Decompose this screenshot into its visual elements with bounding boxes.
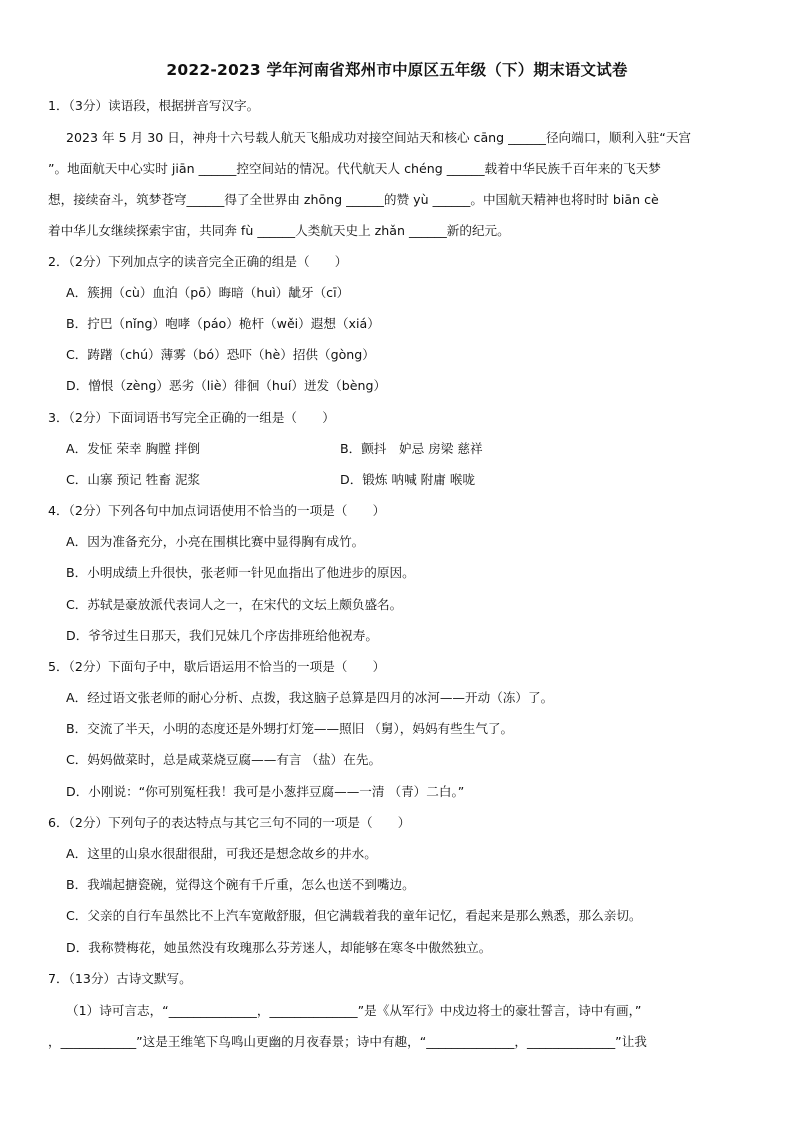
question-6-stem: 6．（2分）下列句子的表达特点与其它三句不同的一项是（ ） <box>48 815 411 830</box>
question-1-passage-line: 2023 年 5 月 30 日，神舟十六号载人航天飞船成功对接空间站天和核心 cāng ______径向端口，顺利入驻“天宫 <box>66 130 692 145</box>
question-3-option-c: C．山寨 预记 牲畜 泥浆 <box>66 472 201 487</box>
question-2-option-a: A．簇拥（cù）血泊（pō）晦暗（huì）龇牙（cī） <box>66 285 350 300</box>
question-6-option-a: A．这里的山泉水很甜很甜，可我还是想念故乡的井水。 <box>66 846 377 861</box>
question-1-passage-line: ”。地面航天中心实时 jiān ______控空间站的情况。代代航天人 chéng ______载着中华民族千百年来的飞天梦 <box>48 161 661 176</box>
question-1-stem: 1．（3分）读语段，根据拼音写汉字。 <box>48 98 260 113</box>
question-4-option-c: C．苏轼是豪放派代表词人之一，在宋代的文坛上颇负盛名。 <box>66 597 403 612</box>
question-5-option-d: D．小刚说：“你可别冤枉我！我可是小葱拌豆腐——一清 （青）二白。” <box>66 784 465 799</box>
question-5-option-a: A．经过语文张老师的耐心分析、点拨，我这脑子总算是四月的冰河——开动（冻）了。 <box>66 690 554 705</box>
question-2-option-b: B．拧巴（nǐng）咆哮（páo）桅杆（wěi）遐想（xiá） <box>66 316 380 331</box>
question-7-line: ，____________”这是王维笔下鸟鸣山更幽的月夜春景；诗中有趣，“______________，______________”让我 <box>48 1034 647 1049</box>
question-4-stem: 4．（2分）下列各句中加点词语使用不恰当的一项是（ ） <box>48 503 386 518</box>
question-6-option-b: B．我端起搪瓷碗，觉得这个碗有千斤重，怎么也送不到嘴边。 <box>66 877 415 892</box>
question-3-option-d: D．锻炼 呐喊 附庸 喉咙 <box>340 472 476 487</box>
question-1-passage-line: 想，接续奋斗，筑梦苍穹______得了全世界由 zhōng ______的赞 yù ______。中国航天精神也将时时 biān cè <box>48 192 659 207</box>
question-5-option-b: B．交流了半天，小明的态度还是外甥打灯笼——照旧 （舅），妈妈有些生气了。 <box>66 721 514 736</box>
question-2-option-c: C．踌躇（chú）薄雾（bó）恐吓（hè）招供（gòng） <box>66 347 375 362</box>
question-4-option-d: D．爷爷过生日那天，我们兄妹几个序齿排班给他祝寿。 <box>66 628 378 643</box>
question-2-option-d: D．憎恨（zèng）恶劣（liè）徘徊（huí）迸发（bèng） <box>66 378 387 393</box>
question-4-option-a: A．因为准备充分，小亮在围棋比赛中显得胸有成竹。 <box>66 534 365 549</box>
page-title: 2022-2023 学年河南省郑州市中原区五年级（下）期末语文试卷 <box>166 61 628 79</box>
question-4-option-b: B．小明成绩上升很快，张老师一针见血指出了他进步的原因。 <box>66 565 415 580</box>
question-3-stem: 3．（2分）下面词语书写完全正确的一组是（ ） <box>48 410 335 425</box>
question-6-option-d: D．我称赞梅花，她虽然没有玫瑰那么芬芳迷人，却能够在寒冬中傲然独立。 <box>66 940 492 955</box>
question-7-stem: 7．（13分）古诗文默写。 <box>48 971 192 986</box>
question-7-line: （1）诗可言志，“______________，______________”是《从军行》中戍边将士的豪壮誓言，诗中有画，” <box>66 1003 642 1018</box>
question-3-option-b: B．颤抖 妒忌 房梁 慈祥 <box>340 441 483 456</box>
question-1-passage-line: 着中华儿女继续探索宇宙，共同奔 fù ______人类航天史上 zhǎn ______新的纪元。 <box>48 223 510 238</box>
question-5-stem: 5．（2分）下面句子中，歇后语运用不恰当的一项是（ ） <box>48 659 386 674</box>
question-6-option-c: C．父亲的自行车虽然比不上汽车宽敞舒服，但它满载着我的童年记忆，看起来是那么熟悉，那么亲切。 <box>66 908 642 923</box>
question-2-stem: 2．（2分）下列加点字的读音完全正确的组是（ ） <box>48 254 348 269</box>
question-5-option-c: C．妈妈做菜时，总是咸菜烧豆腐——有言 （盐）在先。 <box>66 752 382 767</box>
question-3-option-a: A．发怔 荣幸 胸膛 拌倒 <box>66 441 200 456</box>
